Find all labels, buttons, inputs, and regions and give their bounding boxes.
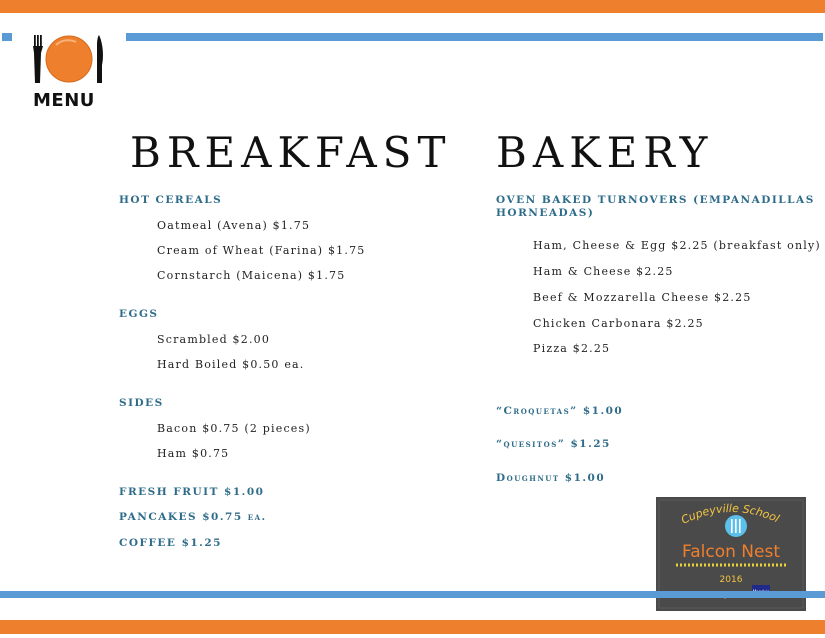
turnovers-title-line2: HORNEADAS) xyxy=(496,207,595,219)
menu-item: Cream of Wheat (Farina) $1.75 xyxy=(157,244,366,257)
badge-title: Falcon Nest xyxy=(682,542,780,562)
menu-item: Oatmeal (Avena) $1.75 xyxy=(157,219,311,232)
menu-item: Ham & Cheese $2.25 xyxy=(533,265,674,278)
breakfast-heading: BREAKFAST xyxy=(130,128,452,177)
quesitos-item: “quesitos” $1.25 xyxy=(496,438,611,450)
bakery-heading: BAKERY xyxy=(496,128,714,177)
menu-item: Chicken Carbonara $2.25 xyxy=(533,317,704,330)
hot-cereals-title: HOT CEREALS xyxy=(119,194,223,206)
sides-title: SIDES xyxy=(119,397,164,409)
menu-item: Hard Boiled $0.50 ea. xyxy=(157,358,305,371)
menu-item: Pizza $2.25 xyxy=(533,342,611,355)
menu-item: Bacon $0.75 (2 pieces) xyxy=(157,422,311,435)
turnovers-title-line1: OVEN BAKED TURNOVERS (EMPANADILLAS xyxy=(496,194,815,206)
top-blue-bar xyxy=(126,33,823,41)
menu-logo-text: MENU xyxy=(33,90,95,111)
bottom-orange-bar xyxy=(0,620,825,634)
menu-item: Beef & Mozzarella Cheese $2.25 xyxy=(533,291,752,304)
top-blue-accent xyxy=(2,33,12,41)
coffee-item: COFFEE $1.25 xyxy=(119,537,222,549)
doughnut-item: Doughnut $1.00 xyxy=(496,472,606,484)
pancakes-item: PANCAKES $0.75 ea. xyxy=(119,511,267,523)
croquetas-item: “Croquetas” $1.00 xyxy=(496,405,624,417)
eggs-title: EGGS xyxy=(119,308,159,320)
school-name: Cupeyville School xyxy=(679,501,782,527)
bottom-blue-bar xyxy=(0,591,825,598)
fresh-fruit-item: FRESH FRUIT $1.00 xyxy=(119,486,265,498)
menu-item: Scrambled $2.00 xyxy=(157,333,271,346)
badge-year: 2016 xyxy=(719,575,743,585)
menu-item: Cornstarch (Maicena) $1.75 xyxy=(157,269,346,282)
menu-item: Ham $0.75 xyxy=(157,447,230,460)
menu-item: Ham, Cheese & Egg $2.25 (breakfast only) xyxy=(533,239,821,252)
top-orange-bar xyxy=(0,0,825,13)
